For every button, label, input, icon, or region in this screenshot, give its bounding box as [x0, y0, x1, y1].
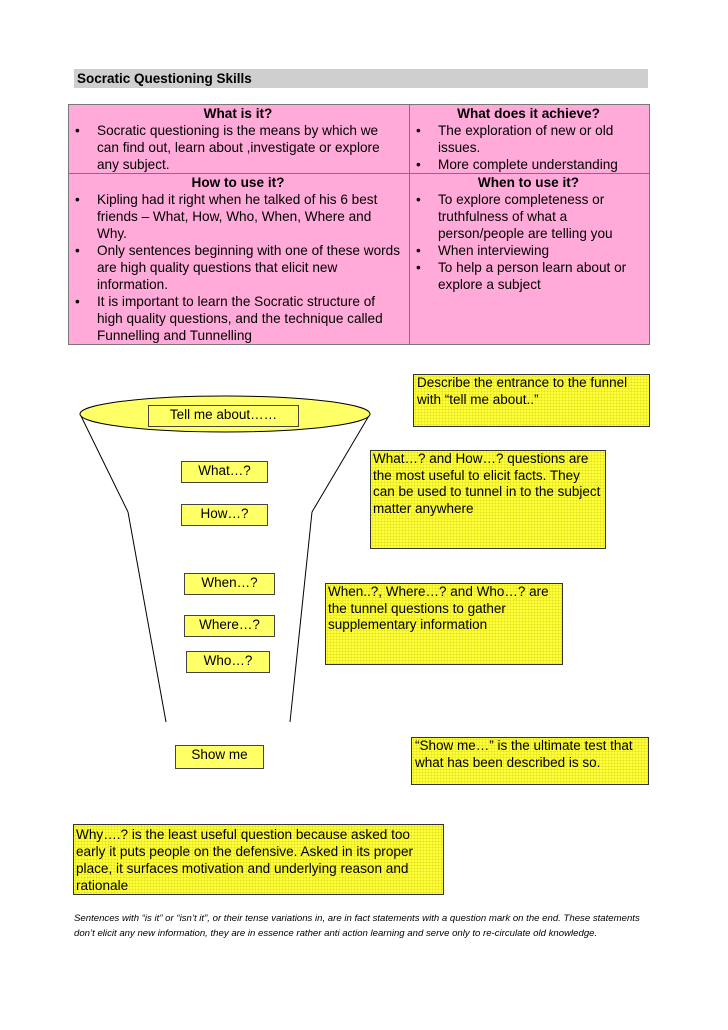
- funnel-right-lower-edge: [290, 512, 312, 722]
- list-item: • It is important to learn the Socratic structure of high quality questions, and the technique called Funnelling and Tunnelling: [73, 293, 403, 344]
- list-item: • To explore completeness or truthfulness of what a person/people are telling you: [414, 191, 643, 242]
- what-does-it-achieve-header: What does it achieve?: [457, 106, 600, 121]
- what-box: What…?: [181, 461, 268, 483]
- tunnel-note: When..?, Where…? and Who…? are the tunnel questions to gather supplementary information: [325, 583, 563, 665]
- funnel-left-lower-edge: [128, 512, 166, 722]
- what-how-note: What…? and How…? questions are the most useful to elicit facts. They can be used to tunnel in to the subject matter anywhere: [370, 450, 606, 549]
- funnel-right-upper-edge: [312, 414, 370, 512]
- list-item: • The exploration of new or old issues.: [414, 122, 643, 156]
- tell-me-about-box: Tell me about……: [148, 405, 299, 427]
- who-box: Who…?: [186, 651, 270, 673]
- why-note: Why….? is the least useful question because asked too early it puts people on the defensive. Asked in its proper place, it surfaces motivation and underlying reason and rationale: [73, 824, 444, 895]
- list-item: • When interviewing: [414, 242, 643, 259]
- how-to-use-header: How to use it?: [191, 175, 285, 190]
- list-item: • More complete understanding: [414, 156, 643, 173]
- when-to-use-header: When to use it?: [477, 175, 580, 190]
- list-item: • Only sentences beginning with one of these words are high quality questions that elicit new information.: [73, 242, 403, 293]
- list-item: • Socratic questioning is the means by which we can find out, learn about ,investigate or explore any subject.: [73, 122, 403, 173]
- funnel-left-upper-edge: [80, 414, 128, 512]
- show-me-note: “Show me…” is the ultimate test that what has been described is so.: [411, 737, 649, 785]
- how-box: How…?: [181, 504, 268, 526]
- what-is-it-header: What is it?: [203, 106, 273, 121]
- when-box: When…?: [184, 573, 275, 595]
- show-me-box: Show me: [175, 745, 264, 769]
- where-box: Where…?: [184, 615, 275, 637]
- list-item: • Kipling had it right when he talked of his 6 best friends – What, How, Who, When, Where and Why.: [73, 191, 403, 242]
- footnote: Sentences with “is it” or “isn’t it”, or their tense variations in, are in fact statements with a question mark on the end. These statements don’t elicit any new information, they are in essence rather anti action learning and serve only to re-circulate old knowledge.: [74, 913, 640, 939]
- page-title: Socratic Questioning Skills: [74, 69, 648, 88]
- entrance-note: Describe the entrance to the funnel with “tell me about..”: [413, 374, 650, 427]
- list-item: • To help a person learn about or explore a subject: [414, 259, 643, 293]
